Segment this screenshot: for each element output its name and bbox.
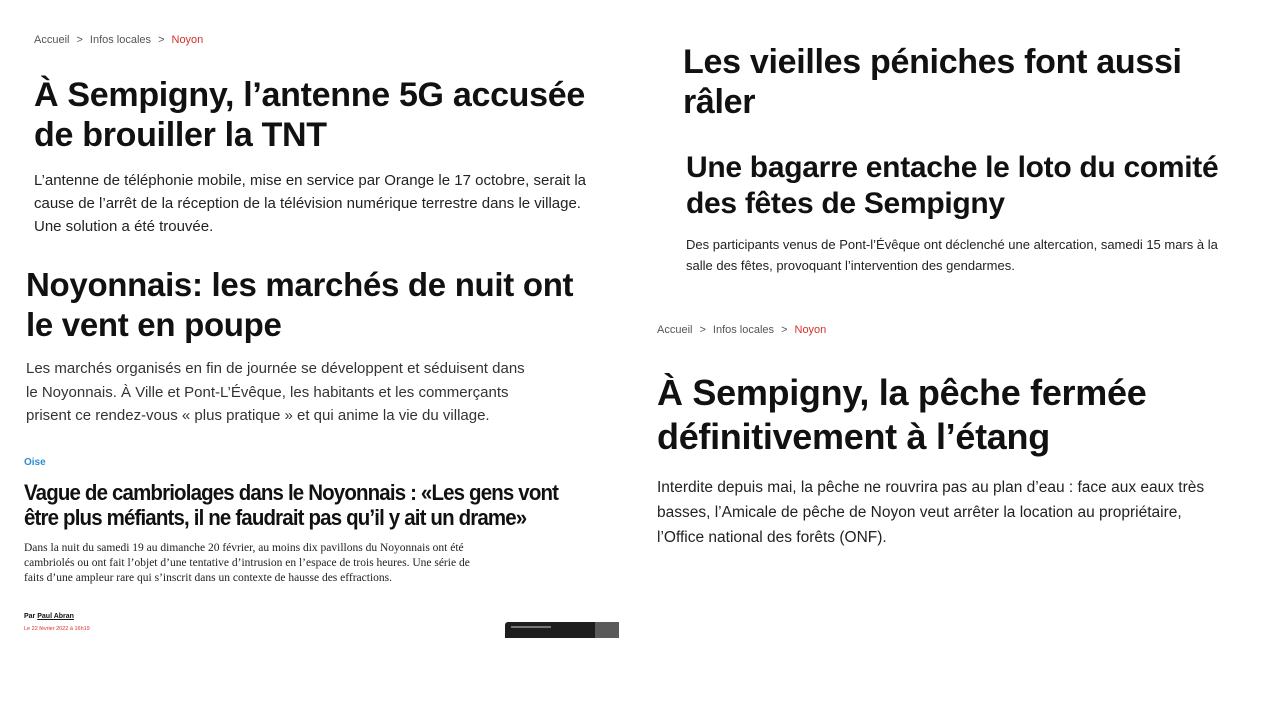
breadcrumb-current: Noyon	[171, 34, 204, 46]
article-title[interactable]: À Sempigny, la pêche fermée définitivement à l’étang	[657, 372, 1147, 457]
article-title[interactable]: Les vieilles péniches font aussi râler	[683, 43, 1182, 121]
article-title[interactable]: Une bagarre entache le loto du comité des fêtes de Sempigny	[686, 151, 1219, 220]
breadcrumb-section-link[interactable]: Infos locales	[712, 324, 775, 336]
article-title[interactable]: À Sempigny, l’antenne 5G accusée de brouiller la TNT	[34, 76, 585, 154]
author-link[interactable]: Paul Abran	[37, 613, 74, 620]
breadcrumb-separator: >	[158, 34, 165, 46]
article-lede: L’antenne de téléphonie mobile, mise en service par Orange le 17 octobre, serait la cause de l’arrêt de la réception de la télévision numérique terrestre dans le village. Une solution a été trouvée.	[34, 172, 587, 235]
breadcrumb-current: Noyon	[794, 324, 827, 336]
breadcrumb	[657, 324, 826, 336]
breadcrumb	[34, 34, 203, 46]
breadcrumb-separator: >	[699, 324, 706, 336]
section-label[interactable]: Oise	[24, 457, 46, 468]
article-lede: Les marchés organisés en fin de journée se développent et séduisent dans le Noyonnais. À Ville et Pont-L’Évêque, les habitants et les commerçants prisent ce rendez-vous « plus pratique » et qui anime la vie du village.	[26, 360, 525, 424]
video-thumbnail[interactable]	[505, 622, 619, 638]
video-caption-bar	[511, 626, 551, 628]
article-title[interactable]: Vague de cambriolages dans le Noyonnais : «Les gens vont être plus méfiants, il ne faudrait pas qu’il y ait un drame»	[24, 480, 559, 530]
article-lede-container	[26, 357, 526, 441]
article-byline	[24, 613, 74, 620]
byline-prefix: Par	[24, 613, 36, 620]
article-title[interactable]: Noyonnais: les marchés de nuit ont le vent en poupe	[26, 266, 574, 343]
article-lede: Interdite depuis mai, la pêche ne rouvrira pas au plan d’eau : face aux eaux très basses, l’Amicale de pêche de Noyon veut arrêter la location au propriétaire, l’Office national des forêts (ONF).	[657, 479, 1205, 546]
article-lede: Des participants venus de Pont-l’Évêque ont déclenché une altercation, samedi 15 mars à la salle des fêtes, provoquant l’intervention des gendarmes.	[686, 237, 1218, 273]
breadcrumb-separator: >	[781, 324, 788, 336]
breadcrumb-separator: >	[76, 34, 83, 46]
breadcrumb-home-link[interactable]: Accueil	[657, 324, 693, 336]
article-date: Le 22 février 2022 à 16h19	[24, 626, 90, 632]
article-lede: Dans la nuit du samedi 19 au dimanche 20 février, au moins dix pavillons du Noyonnais ont été cambriolés ou ont fait l’objet d’une tentative d’intrusion en l’espace de trois heures. Une série de faits d’une ampleur rare qui s’inscrit dans un contexte de hausse des effractions.	[24, 542, 470, 584]
video-thumbnail-image	[595, 622, 619, 638]
breadcrumb-home-link[interactable]: Accueil	[34, 34, 70, 46]
breadcrumb-section-link[interactable]: Infos locales	[89, 34, 152, 46]
